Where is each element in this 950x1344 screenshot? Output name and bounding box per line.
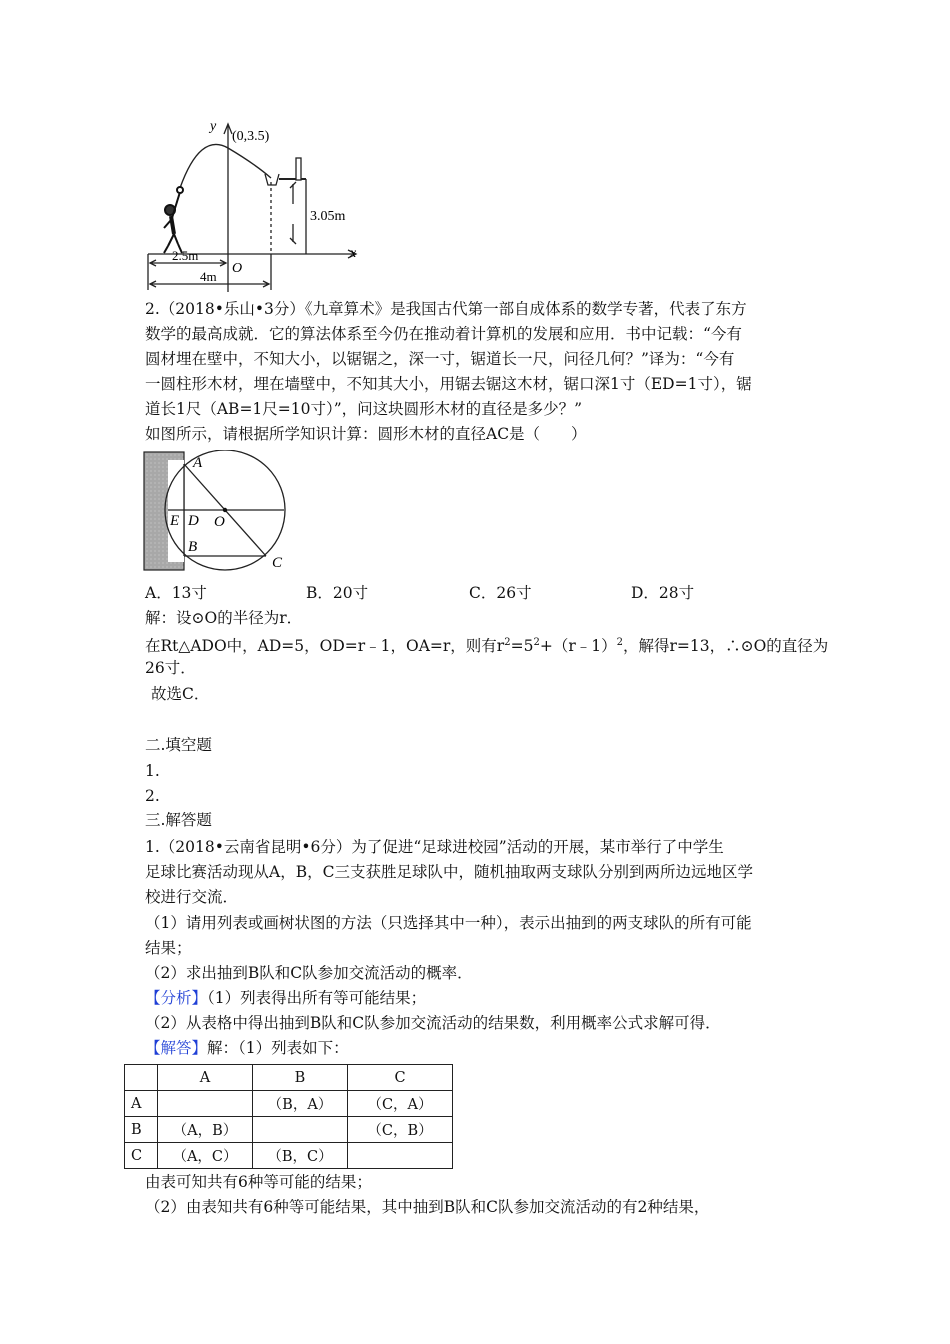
- option-b: B．20寸: [306, 584, 369, 602]
- table-row: [125, 1143, 453, 1169]
- point-b-label: B: [188, 539, 198, 555]
- peak-label: (0,3.5): [232, 129, 270, 144]
- table-cell: （C，A）: [348, 1091, 453, 1117]
- point-o-label: O: [214, 514, 225, 530]
- q2-line-3: 圆材埋在壁中，不知大小，以锯锯之，深一寸，锯道长一尺，问径几何？”译为：“今有: [145, 350, 735, 368]
- table-header-cell: C: [348, 1065, 453, 1091]
- table-row: [125, 1091, 453, 1117]
- table-cell: （B，A）: [253, 1091, 348, 1117]
- dist-label-1: 2.5m: [172, 248, 199, 263]
- solution-line-3: 26寸．: [145, 659, 196, 677]
- answer-section-title: 三.解答题: [145, 811, 212, 829]
- height-label: 3.05m: [310, 209, 346, 224]
- point-d-label: D: [188, 513, 199, 529]
- table-cell: [158, 1091, 253, 1117]
- solution-line-2: 在Rt△ADO中，AD=5，OD=r﹣1，OA=r，则有$r^2=5^2+(r﹣1)^2$，解得r=13，∴⊙O的直径为: [145, 637, 829, 656]
- solution-line-4: 故选C．: [151, 685, 210, 703]
- table-header-cell: A: [158, 1065, 253, 1091]
- basketball-figure: [140, 112, 370, 297]
- q2-line-6: 如图所示，请根据所学知识计算：圆形木材的直径AC是（ ）: [145, 425, 587, 443]
- table-cell: C: [125, 1143, 158, 1169]
- q2-line-1: 2.（2018•乐山•3分）《九章算术》是我国古代第一部自成体系的数学专著，代表了东方: [145, 300, 747, 318]
- table-header-cell: [125, 1065, 158, 1091]
- table-cell: A: [125, 1091, 158, 1117]
- solution-line-1: 解：设⊙O的半径为r．: [145, 609, 303, 627]
- answer-tag: 【解答】: [145, 1039, 208, 1057]
- point-c-label: C: [272, 555, 283, 571]
- dist-label-2: 4m: [200, 269, 217, 284]
- analysis-tag: 【分析】: [145, 989, 208, 1007]
- q1-line-5: 结果；: [145, 939, 192, 957]
- fill-item-1: 1.: [145, 762, 160, 780]
- result-table: [124, 1064, 453, 1169]
- option-a: A．13寸: [145, 584, 207, 602]
- table-cell: （C，B）: [348, 1117, 453, 1143]
- fill-item-2: 2.: [145, 787, 160, 805]
- table-cell: （B，C）: [253, 1143, 348, 1169]
- after-table-line-1: 由表可知共有6种等可能的结果；: [145, 1173, 372, 1191]
- table-cell: B: [125, 1117, 158, 1143]
- q2-line-2: 数学的最高成就．它的算法体系至今仍在推动着计算机的发展和应用．书中记载：“今有: [145, 325, 742, 343]
- answer-line-1: 【解答】解：（1）列表如下：: [145, 1039, 349, 1057]
- player-icon: [164, 187, 183, 253]
- table-cell: [253, 1117, 348, 1143]
- q1-line-6: （2）求出抽到B队和C队参加交流活动的概率．: [145, 964, 473, 982]
- q1-line-2: 足球比赛活动现从A，B，C三支获胜足球队中，随机抽取两支球队分别到两所边远地区学: [145, 863, 753, 881]
- option-c: C．26寸: [469, 584, 532, 602]
- q2-line-5: 道长1尺（AB=1尺=10寸）”，问这块圆形木材的直径是多少？”: [145, 400, 583, 418]
- table-header-row: [125, 1065, 453, 1091]
- x-axis-label: x: [350, 246, 357, 261]
- origin-label: O: [232, 261, 243, 276]
- q1-line-4: （1）请用列表或画树状图的方法（只选择其中一种），表示出抽到的两支球队的所有可能: [145, 914, 752, 932]
- after-table-line-2: （2）由表知共有6种等可能结果，其中抽到B队和C队参加交流活动的有2种结果，: [145, 1198, 710, 1216]
- table-cell: [348, 1143, 453, 1169]
- point-e-label: E: [170, 513, 180, 529]
- table-cell: （A，B）: [158, 1117, 253, 1143]
- table-row: [125, 1117, 453, 1143]
- table-cell: （A，C）: [158, 1143, 253, 1169]
- option-d: D．28寸: [631, 584, 695, 602]
- q1-line-1: 1.（2018•云南省昆明•6分）为了促进“足球进校园”活动的开展，某市举行了中学生: [145, 838, 724, 856]
- table-header-cell: B: [253, 1065, 348, 1091]
- analysis-line-2: （2）从表格中得出抽到B队和C队参加交流活动的结果数，利用概率公式求解可得．: [145, 1014, 721, 1032]
- q1-line-3: 校进行交流．: [145, 888, 239, 906]
- circle-wall-figure: [138, 450, 298, 578]
- y-axis-label: y: [210, 119, 217, 134]
- fill-section-title: 二.填空题: [145, 736, 212, 754]
- analysis-line-1: 【分析】（1）列表得出所有等可能结果；: [145, 989, 427, 1007]
- point-a-label: A: [193, 455, 203, 471]
- q2-line-4: 一圆柱形木材，埋在墙壁中，不知其大小，用锯去锯这木材，锯口深1寸（ED=1寸），锯: [145, 375, 752, 393]
